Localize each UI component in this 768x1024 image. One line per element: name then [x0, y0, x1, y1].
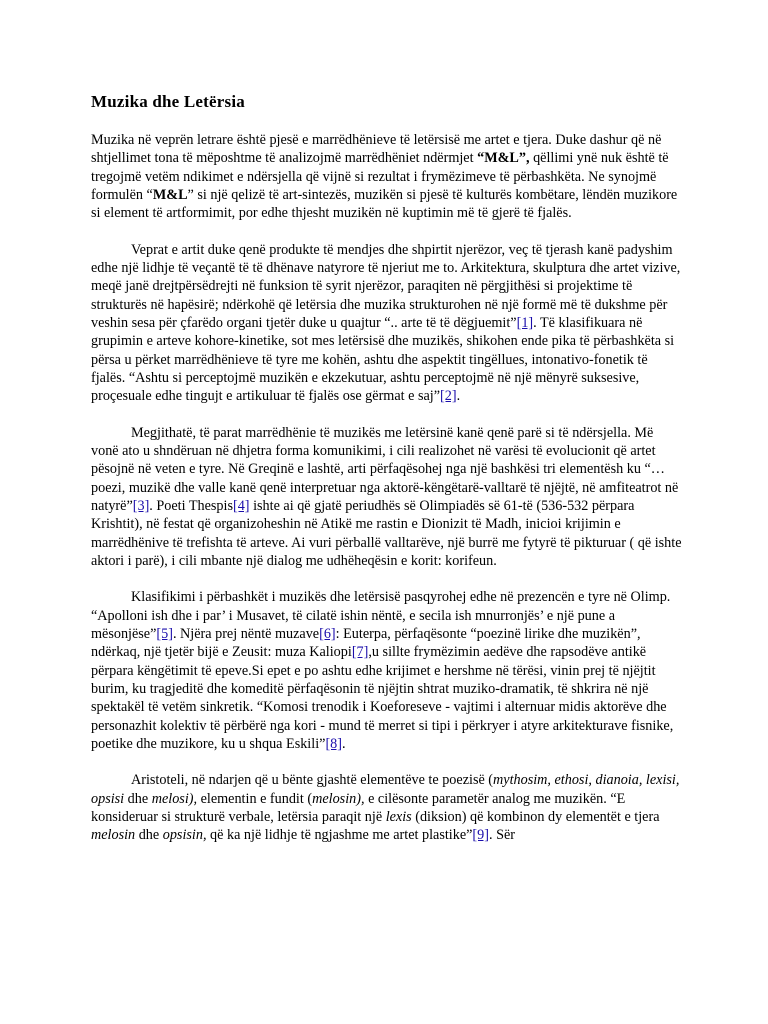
paragraph-text: Aristoteli, në ndarjen që u bënte gjashtë elementëve te poezisë ( — [131, 772, 494, 789]
page-title: Muzika dhe Letërsia — [91, 92, 245, 111]
footnote-link[interactable]: [1] — [516, 314, 534, 331]
paragraph-text: elementin e fundit ( — [197, 790, 313, 807]
paragraph-text: Muzika në veprën letrare është pjesë e marrëdhënieve të letërsisë me artet e tjera. Duke dashur që në shtjellimet tona të mëposhtme të analizojmë marrëdhëniet ndërmjet — [91, 132, 662, 167]
paragraph-text: ” si një qelizë të art-sintezës, muzikën si pjesë të kulturës kombëtare, lëndën muzikore si element të artformimit, por edhe thjesht muzikën në kuptimin më të gjerë të fjalës. — [91, 186, 678, 222]
body-paragraph — [91, 424, 683, 570]
body-paragraph — [91, 241, 683, 406]
italic-text: opsisin, — [162, 827, 207, 844]
paragraph-text: . Të klasifikuara në grupimin e arteve kohore-kinetike, sot mes letërsisë dhe muzikës, shikohen ende pika të përbashkëta si përsa u përket marrëdhënieve të tyre me kohën, ashtu dhe aspektit tingëllues, intonativo-fonetik të fjalës. “Ashtu si perceptojmë muzikën e ekzekutuar, ashtu perceptojmë në një mënyrë suksesive, proçesuale edhe tingujt e artikuluar të fjalës ose gërmat e saj” — [91, 314, 675, 405]
footnote-link[interactable]: [7] — [351, 644, 369, 661]
paragraph-text: . — [456, 388, 461, 405]
body-paragraph — [91, 771, 683, 844]
bold-text: M&L — [152, 186, 188, 203]
paragraph-text: dhe — [124, 790, 152, 807]
paragraph-text: Klasifikimi i përbashkët i muzikës dhe letërsisë pasqyrohej edhe në prezencën e tyre në Olimp. “Apolloni ish dhe i par’ i Musavet, të cilatë ishin nëntë, e secila ish mnurronjës’ e një pune a mësonjëse” — [91, 589, 671, 643]
footnote-link[interactable]: [9] — [472, 827, 489, 844]
italic-text: melosin), — [312, 790, 365, 807]
paragraph-text: . Njëra prej nëntë muzave — [172, 626, 320, 643]
paragraph-text: qëllimi ynë nuk është të tregojmë vetëm ndikimet e ndërsjella që vijnë si rezultat i frymëzimeve të përbashkëta. Ne synojmë formulën “ — [91, 150, 669, 203]
footnote-link[interactable]: [3] — [132, 497, 150, 514]
paragraph-text: . — [341, 735, 346, 752]
paragraph-text: : Euterpa, përfaqësonte “poezinë lirike dhe muzikën”, ndërkaq, një tjetër bijë e Zeusit: muza Kaliopi — [91, 626, 641, 661]
italic-text: melosi), — [151, 790, 198, 807]
paragraph-text: ,u sillte frymëzimin aedëve dhe rapsodëve antikë përpara këngëtimit të epeve.Si epet e po ashtu edhe krijimet e hershme në tërësi, vinin prej të njëjtit burim, ku tragjeditë dhe komeditë përfaqësonin të njëjtin shtrat muziko-dramatik, të shkrira në një spektakël të vetëm sinkretik. “Komosi trenodik i Koeforeseve - vajtimi i alternuar midis aktorëve dhe personazhit kolektiv të përbërë nga kori - mund të merret si tipi i përkryer i atyre arkitekturave fisnike, poetike dhe muzikore, ku u shqua Eskili” — [91, 644, 674, 752]
paragraph-text: . Sër — [488, 827, 515, 844]
paragraph-text: që ka një lidhje të ngjashme me artet plastike” — [206, 827, 473, 844]
paragraph-text: . Poeti Thespis — [149, 497, 233, 514]
paragraph-text: Megjithatë, të parat marrëdhënie të muzikës me letërsinë kanë qenë parë si të ndërsjella. Më vonë ato u shndëruan në dhjetra forma komunikimi, i cili realizohet në varësi të evolucionit që artet pësojnë në veten e tyre. Në Greqinë e lashtë, arti përfaqësohej nga një bashkësi tri elementësh ku “…poezi, muzikë dhe valle kanë qenë interpretuar nga aktorë-këngëtarë-valltarë të njëjtë, në amfiteatrot në natyrë” — [91, 424, 679, 514]
paragraph-text: dhe — [135, 827, 163, 844]
italic-text: melosin — [91, 827, 136, 844]
body-paragraph — [91, 131, 683, 222]
italic-text: lexis — [385, 808, 412, 825]
footnote-link[interactable]: [4] — [232, 497, 250, 514]
footnote-link[interactable]: [6] — [319, 626, 336, 643]
paragraph-text: Veprat e artit duke qenë produkte të mendjes dhe shpirtit njerëzor, veç të tjerash kanë padyshim edhe një lidhje të veçantë të të dhënave natyrore të njeriut me to. Arkitektura, skulptura dhe artet vizive, meqë janë drejtpërsëdrejti në funksion të syrit njerëzor, paraqiten në përgjithësi si projektime të strukturës në hapësirë; ndërkohë që letërsia dhe muzika strukturohen në një formë më të dukshme për veshin sesa për çfarëdo organi tjetër duke u quajtur “.. arte të të dëgjuemit” — [91, 241, 681, 331]
paragraph-text: (diksion) që kombinon dy elementët e tjera — [411, 808, 660, 825]
paragraph-text: ishte ai që gjatë periudhës së Olimpiadës së 61-të (536-532 përpara Krishtit), në festat që organizoheshin në Atikë me rastin e Dionizit të Madh, inicioi krijimin e marrëdhënive të trefishta të arteve. Ai vuri përballë valltarëve, një burrë me fytyrë të pikturuar ( që ishte aktori i parë), i cili mbante një dialog me udhëheqësin e korit: korifeun. — [91, 497, 682, 569]
footnote-link[interactable]: [8] — [325, 735, 342, 752]
bold-text: “M&L”, — [477, 150, 530, 167]
footnote-link[interactable]: [5] — [156, 626, 173, 643]
document-body — [91, 131, 683, 863]
italic-text: mythosim, ethosi, dianoia, lexisi, opsisi — [91, 772, 680, 807]
footnote-link[interactable]: [2] — [440, 388, 457, 405]
body-paragraph — [91, 588, 683, 753]
paragraph-text: e cilësonte parametër analog me muzikën. “E konsideruar si strukturë verbale, letërsia paraqit një — [91, 790, 626, 825]
